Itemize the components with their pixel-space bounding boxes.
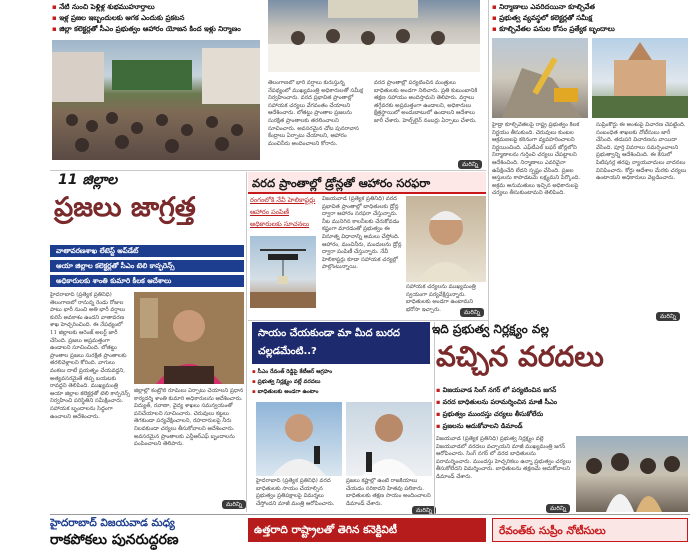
official-photo bbox=[134, 292, 244, 384]
floods-pretitle: ఇది ప్రభుత్వ నిర్లక్ష్యం వల్ల bbox=[432, 322, 549, 336]
bullet: ▪ జిల్లా కలెక్టర్లతో సీఎం ప్రభుత్వం ఆహారం యోజన కింద ఇళ్లు నిర్మాణం bbox=[52, 24, 262, 35]
more-button[interactable]: మరిన్ని bbox=[412, 506, 436, 515]
drone-text-1: విజయవాడ (ప్రత్యేక ప్రతినిధి) వరద ప్రభావిత ప్రాంతాల్లో బాధితులకు డ్రోన్ల ద్వారా ఆహారం సరఫరా చేస్తున్నారు. నీట మునిగిన కాలనీలకు చేరుకోవడం కష్టంగా మారడంతో ప్రభుత్వం ఈ వినూత్న విధానాన్ని అమలు చేస్తోంది. ఆహారం, మంచినీరు, మందులను డ్రోన్ల ద్వారా పంపిణీ చేస్తున్నారు. నేవీ హెలికాప్టర్లు కూడా సహాయక చర్యల్లో పాల్గొంటున్నాయి. bbox=[322, 196, 402, 271]
bullet: ▪ ప్రభుత్వ నిర్లక్ష్యం వల్లే వరదలు bbox=[252, 377, 432, 387]
top-right-bullets bbox=[492, 2, 688, 35]
bullet: ▪ ప్రభుత్వ వ్యవస్థలో కలెక్టర్లతో సమీక్ష bbox=[492, 13, 688, 24]
awareness-text-2: జిల్లాల్లో కంట్రోల్ రూమ్‌లు ఏర్పాటు చేయాలని ప్రధాన కార్యదర్శి శాంతి కుమారి అధికారులను ఆదేశించారు. విద్యుత్, రవాణా, వైద్య శాఖలు సమన్వయంతో పనిచేయాలని సూచించారు. చెరువులు కట్టలు తెగకుండా పర్యవేక్షించాలని, రహదారులపై నీరు నిలవకుండా చర్యలు తీసుకోవాలని ఆదేశించారు. అవసరమైన ప్రాంతాలకు ఎన్డీఆర్ఎఫ్ బృందాలను పంపించాలని తెలిపారు. bbox=[134, 388, 244, 448]
drone-photo bbox=[250, 236, 316, 308]
bullet: ▪ ప్రజలను ఆదుకోవాలని డిమాండ్ bbox=[436, 420, 688, 432]
bullet: ▪ విజయవాడ సింగ్ నగర్ లో పర్యటించిన జగన్ bbox=[436, 384, 688, 396]
link-item[interactable]: రంగంలోకి నేవీ హెలికాప్టర్లు bbox=[250, 196, 316, 204]
floods-title: వచ్చిన వరదలు bbox=[436, 340, 604, 373]
bullet: ▪ నేటి నుంచి పెళ్లిళ్ల శుభముహూర్తాలు bbox=[52, 2, 262, 13]
top-right-text-1: హైడ్రా కూల్చివేతలపై రాష్ట్ర ప్రభుత్వం కీలక నిర్ణయం తీసుకుంది. చెరువులు కుంటల ఆక్రమణలపై కఠినంగా వ్యవహరించాలని నిర్ణయించింది. ఎఫ్‌టీఎల్ బఫర్ జోన్లలోని నిర్మాణాలను గుర్తించి చర్యలు చేపట్టాలని ఆదేశించింది. నిర్మాణాలు ఎవరివైనా ఉపేక్షించేది లేదని స్పష్టం చేసింది. ప్రజల ఆస్తులను కాపాడటమే లక్ష్యమని పేర్కొంది. అక్రమ అనుమతులు ఇచ్చిన అధికారులపై చర్యలు తీసుకుంటామని తెలిపింది. bbox=[492, 122, 581, 197]
top-left-bullets bbox=[52, 2, 262, 35]
bullet: ▪ బాధితులకు అండగా ఉంటాం bbox=[252, 387, 432, 397]
more-button[interactable]: మరిన్ని bbox=[458, 160, 482, 169]
bottom-left-line-2: రాకపోకలు పునరుద్ధరణ bbox=[50, 532, 179, 548]
help-headline: సాయం చేయకుండా మా మీద బురద చల్లడమేంటి..? bbox=[252, 322, 430, 364]
awareness-text-1: హైదరాబాద్ (ప్రత్యేక ప్రతినిధి) తెలంగాణలో రానున్న రెండు రోజుల పాటు భారీ నుంచి అతి భారీ వర్షాలు కురిసే అవకాశం ఉందని వాతావరణ శాఖ హెచ్చరించింది. ఈ నేపథ్యంలో 11 జిల్లాలకు ఆరెంజ్ అలర్ట్ జారీ చేసింది. ప్రజలు అప్రమత్తంగా ఉండాలని సూచించింది. లోతట్టు ప్రాంతాల ప్రజలు సురక్షిత ప్రాంతాలకు తరలివెళ్లాలని కోరింది. వాగులు వంకలు దాటే ప్రయత్నం చేయవద్దని, అత్యవసరమైతే తప్ప బయటకు రావద్దని తెలిపింది. ముఖ్యమంత్రి ఆయా జిల్లాల కలెక్టర్లతో టెలి కాన్ఫరెన్స్ నిర్వహించి పరిస్థితిని సమీక్షించారు. సహాయక బృందాలను సిద్ధంగా ఉంచాలని ఆదేశించారు. bbox=[50, 292, 130, 420]
drone-text-2: సహాయక చర్యలను ముఖ్యమంత్రి స్వయంగా పర్యవేక్షిస్తున్నారు. బాధితులకు అండగా ఉంటామని భరోసా ఇచ్చారు. bbox=[406, 284, 476, 313]
divider bbox=[488, 0, 489, 330]
bullet: ▪ నిర్మాణాలు ఎవరిదయినా కూల్చివేత bbox=[492, 2, 688, 13]
awareness-band: అధికారులకు శాంతి కుమారి కీలక ఆదేశాలు bbox=[50, 275, 244, 287]
awareness-title: ప్రజలు జాగ్రత్త bbox=[54, 192, 196, 223]
jagan-photo bbox=[576, 436, 688, 512]
ktr-photo bbox=[256, 402, 342, 476]
help-bullets bbox=[252, 367, 432, 397]
bullet: ▪ ప్రభుత్వం ముందస్తు చర్యలు తీసుకోలేదు bbox=[436, 408, 688, 420]
bottom-center-headline: ఉత్తరాది రాష్ట్రాలతో తెగిన కనెక్టివిటీ bbox=[248, 518, 486, 542]
bottom-left-line-1: హైదరాబాద్ విజయవాడ మధ్య bbox=[50, 517, 175, 529]
bullet: ▪ కూల్చివేతల పనుల కోసం ప్రత్యేక బృందాలు bbox=[492, 24, 688, 35]
bullet: ▪ వరద బాధితులను పరామర్శించిన మాజీ సీఎం bbox=[436, 396, 688, 408]
link-item[interactable]: అధికారులకు సూచనలు bbox=[250, 220, 310, 228]
supreme-court-photo bbox=[592, 38, 688, 118]
drone-title: వరద ప్రాంతాల్లో డ్రోన్లతో ఆహారం సరఫరా bbox=[248, 172, 486, 194]
awareness-band: ఆయా జిల్లాల కలెక్టర్లతో సీఎం టెలి కాన్ఫరెన్స్ bbox=[50, 260, 244, 272]
awareness-band: వాతావరణశాఖ లేటెస్ట్ అప్‌డేట్ bbox=[50, 245, 244, 257]
more-button[interactable]: మరిన్ని bbox=[656, 312, 680, 321]
help-text-1: హైదరాబాద్ (ప్రత్యేక ప్రతినిధి) వరద బాధితులకు సాయం చేయాల్సిన ప్రభుత్వం ప్రతిపక్షాలపై విమర్శలు చేస్తోందని మాజీ మంత్రి ఆరోపించారు. bbox=[256, 478, 335, 507]
floods-text: విజయవాడ (ప్రత్యేక ప్రతినిధి) ప్రభుత్వ నిర్లక్ష్యం వల్లే విజయవాడలో వరదలు వచ్చాయని మాజీ ముఖ్యమంత్రి జగన్ ఆరోపించారు. సింగ్ నగర్ లో వరద బాధితులను పరామర్శించారు. ముందస్తు హెచ్చరికలు ఉన్నా ప్రభుత్వం చర్యలు తీసుకోలేదని విమర్శించారు. బాధితులను తక్షణమే ఆదుకోవాలని డిమాండ్ చేశారు. bbox=[436, 436, 572, 480]
more-button[interactable]: మరిన్ని bbox=[222, 500, 246, 509]
divider bbox=[434, 322, 435, 514]
awareness-pretitle: 11 జిల్లాల bbox=[58, 172, 118, 188]
divider bbox=[50, 170, 486, 171]
floods-bullets bbox=[436, 384, 688, 432]
help-text-2: ప్రజలు కష్టాల్లో ఉంటే రాజకీయాలు చేయడం సరికాదని హితవు పలికారు. బాధితులకు తక్షణ సాయం అందించాలని డిమాండ్ చేశారు. bbox=[346, 478, 431, 507]
link-item[interactable]: ఆహారం పంపిణీ bbox=[250, 208, 290, 216]
demolition-photo bbox=[492, 38, 588, 118]
more-button[interactable]: మరిన్ని bbox=[460, 308, 484, 317]
more-button[interactable]: మరిన్ని bbox=[546, 504, 570, 513]
crowd-photo bbox=[52, 40, 260, 160]
top-center-text-2: వరద ప్రాంతాల్లో పర్యటించిన మంత్రులు బాధితులకు అండగా నిలిచారు. ప్రతి కుటుంబానికి తక్షణ సహాయం అందిస్తామని తెలిపారు. వర్షాలు తగ్గేవరకు అప్రమత్తంగా ఉండాలని, అధికారులు క్షేత్రస్థాయిలో అందుబాటులో ఉండాలని ఆదేశాలు జారీ చేశారు. హెల్ప్‌లైన్ నంబర్లు ఏర్పాటు చేశారు. bbox=[374, 80, 478, 124]
naidu-photo bbox=[406, 196, 486, 282]
top-right-text-2: సుప్రీంకోర్టు ఈ అంశంపై విచారణ చేపట్టింది. సంబంధిత శాఖలకు నోటీసులు జారీ చేసింది. తదుపరి విచారణను వాయిదా వేసింది. పూర్తి వివరాలు సమర్పించాలని ప్రభుత్వాన్ని ఆదేశించింది. ఈ కేసులో పిటిషనర్ల తరఫు న్యాయవాదులు వాదనలు వినిపించారు. కోర్టు ఆదేశాల మేరకు చర్యలు ఉంటాయని అధికారులు వెల్లడించారు. bbox=[596, 122, 687, 182]
divider bbox=[246, 172, 247, 512]
bullet: ▪ ఇళ్ల ప్రజల ఇబ్బందులకు ఆగక ఎందుకు ప్రకటన bbox=[52, 13, 262, 24]
top-center-text-1: తెలంగాణలో భారీ వర్షాలు కురుస్తున్న నేపథ్యంలో ముఖ్యమంత్రి అధికారులతో సమీక్ష నిర్వహించారు. వరద ప్రభావిత ప్రాంతాల్లో సహాయక చర్యలు వేగవంతం చేయాలని ఆదేశించారు. లోతట్టు ప్రాంతాల ప్రజలను సురక్షిత ప్రాంతాలకు తరలించాలని సూచించారు. అవసరమైన చోట పునరావాస కేంద్రాలు ఏర్పాటు చేయాలని, ఆహారం మంచినీరు అందించాలని కోరారు. bbox=[268, 80, 363, 147]
divider bbox=[50, 514, 690, 515]
bullet: ▪ సీఎం రేవంత్ రెడ్డిపై కేటీఆర్ ఆగ్రహం bbox=[252, 367, 432, 377]
harish-photo bbox=[346, 402, 432, 476]
bottom-left-headline bbox=[50, 516, 244, 550]
meeting-photo bbox=[268, 0, 480, 72]
bottom-right-headline: రేవంత్‌కు సుప్రీం నోటీసులు bbox=[492, 518, 688, 542]
divider bbox=[248, 320, 488, 321]
